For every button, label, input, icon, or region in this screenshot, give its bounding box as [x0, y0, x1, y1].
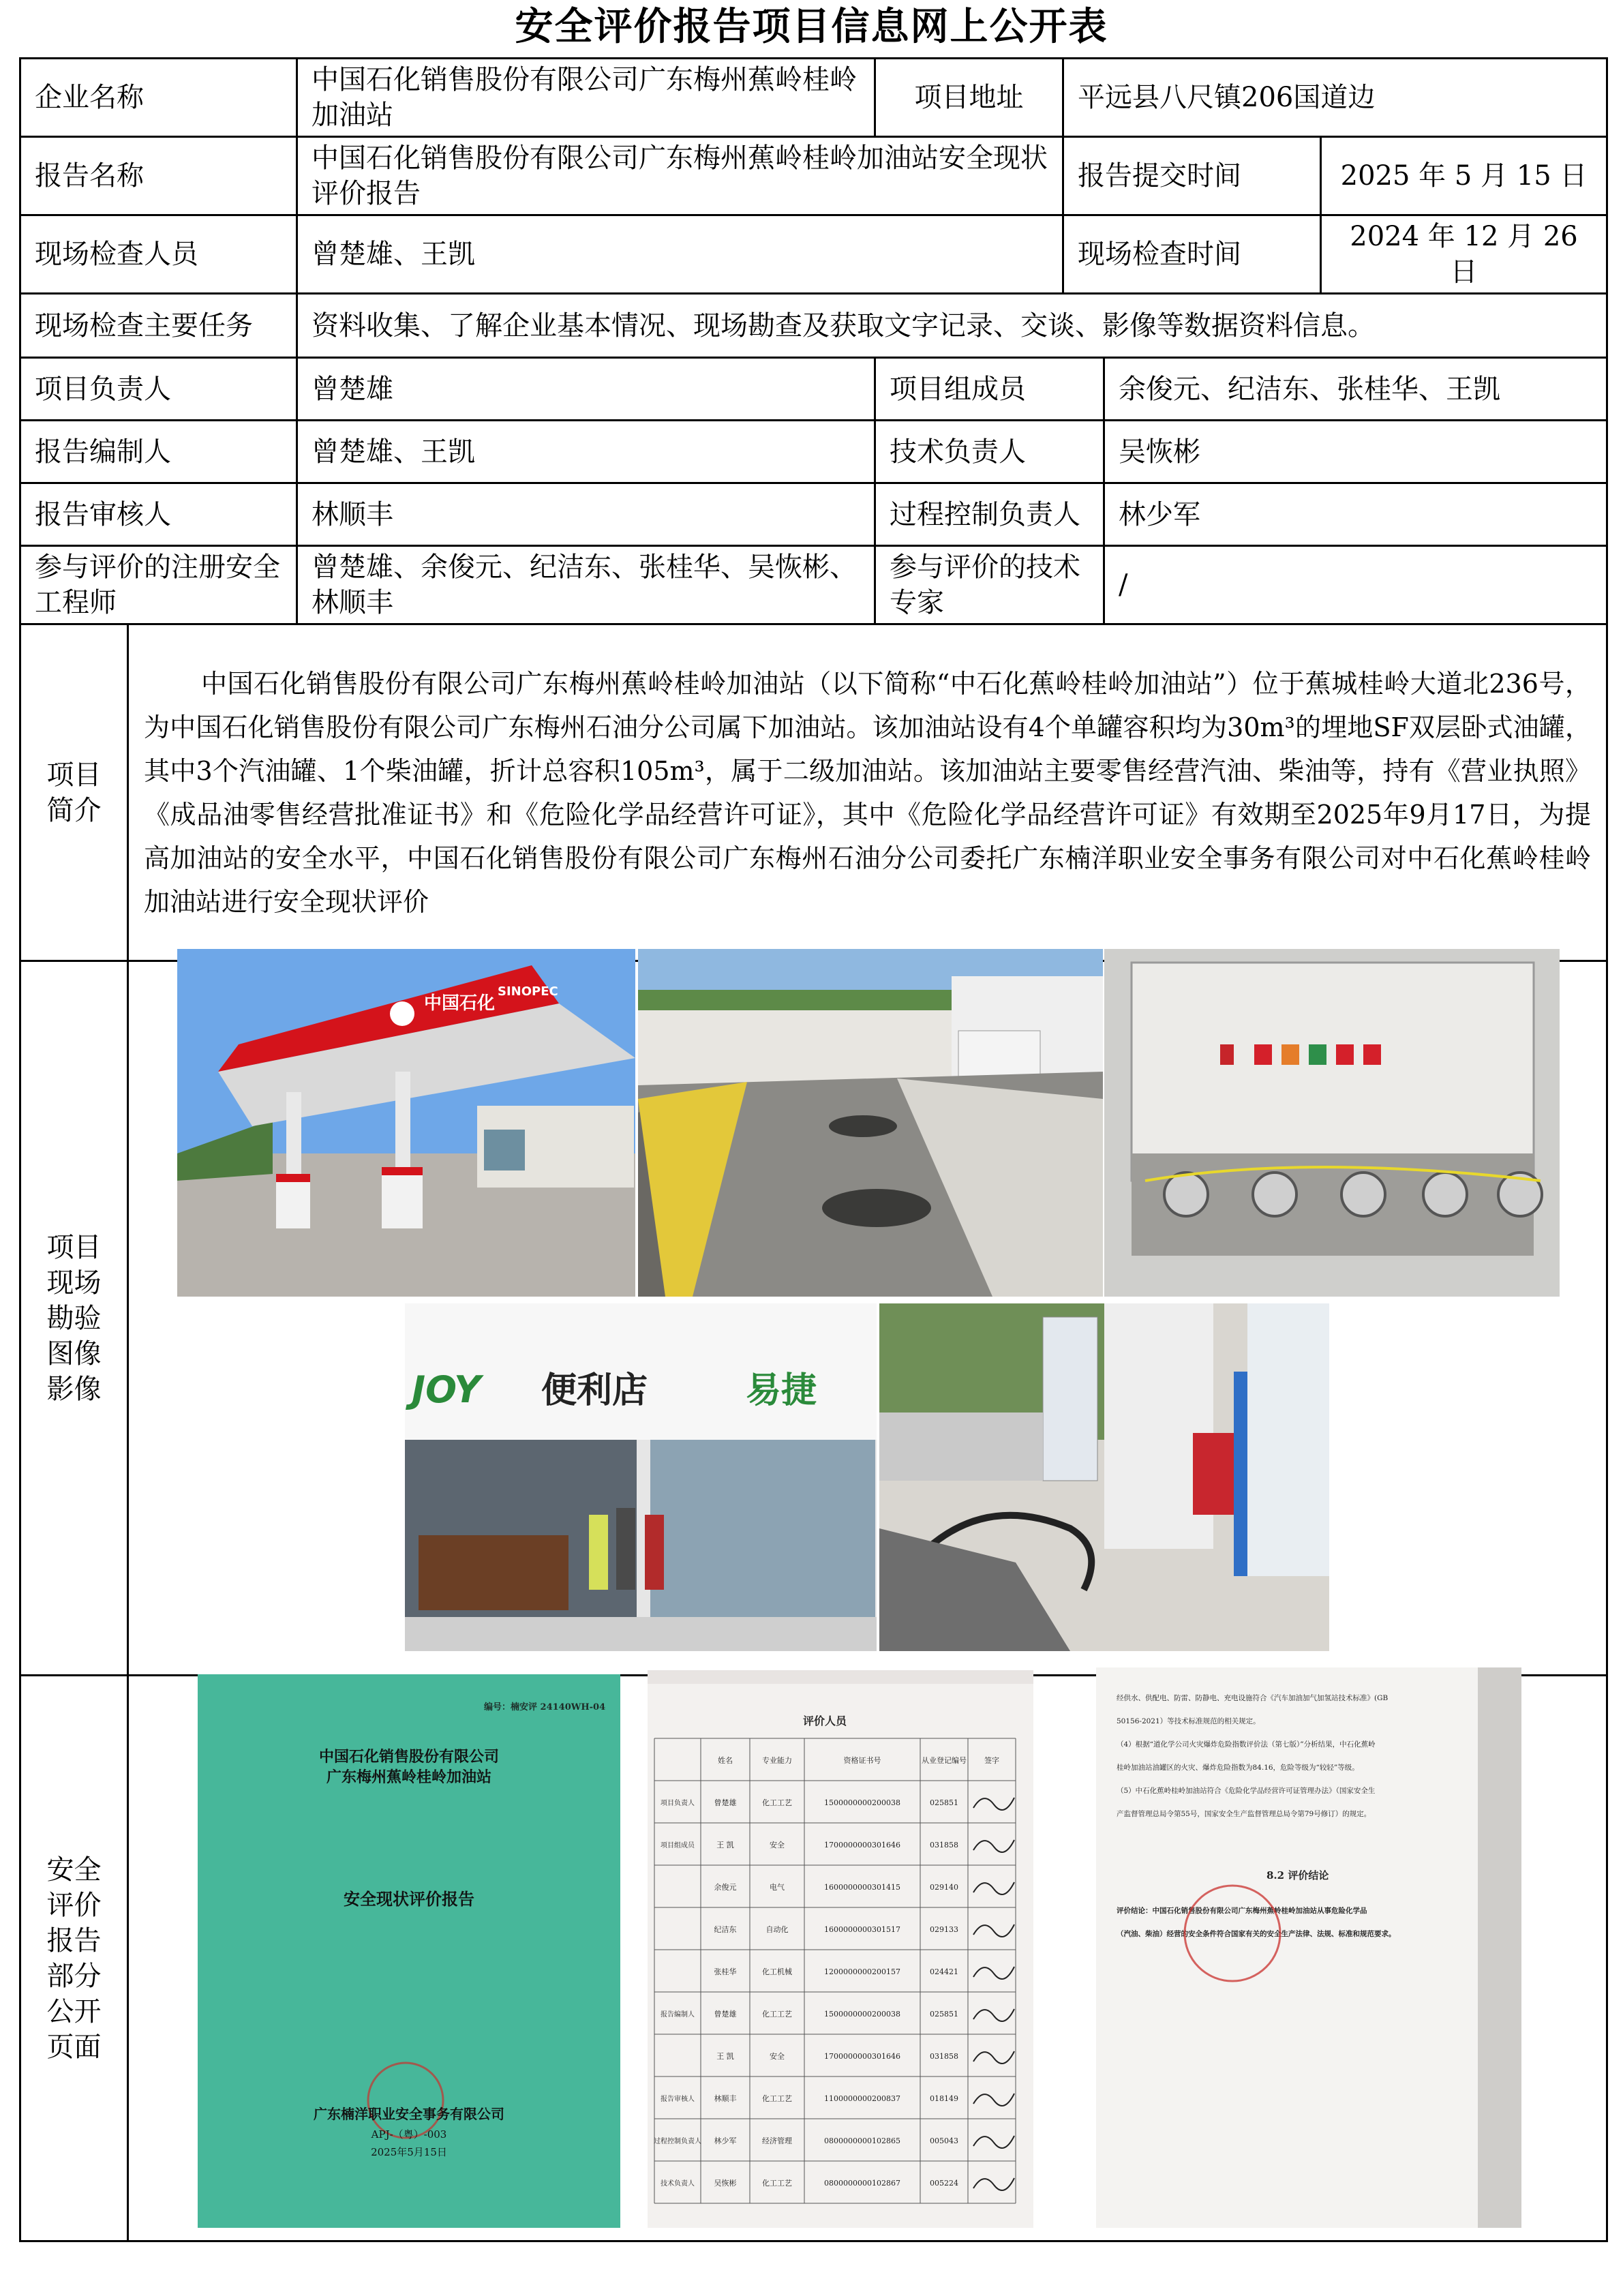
personnel-cell: 报告编制人 — [661, 2011, 695, 2019]
page-title: 安全评价报告项目信息网上公开表 — [515, 4, 1108, 49]
personnel-page — [648, 1670, 1033, 2228]
personnel-cell: 1200000000200157 — [824, 1967, 900, 1976]
personnel-cell: 031858 — [930, 1841, 958, 1849]
leader-label: 项目负责人 — [20, 358, 297, 421]
personnel-cell: 张桂华 — [714, 1967, 737, 1976]
personnel-cell: 报告审核人 — [661, 2096, 695, 2103]
tasks-label: 现场检查主要任务 — [20, 294, 297, 358]
conclusion-line: 桂岭加油站油罐区的火灾、爆炸危险指数为84.16，危险等级为“较轻”等级。 — [1117, 1764, 1359, 1772]
store-brand-joy: JOY — [412, 1368, 481, 1411]
submit-time-label: 报告提交时间 — [1063, 137, 1321, 215]
process-value: 林少军 — [1104, 483, 1607, 546]
cover-page — [198, 1674, 620, 2228]
personnel-cell: 029140 — [930, 1883, 958, 1892]
personnel-cell: 化工工艺 — [762, 2179, 792, 2188]
row-tasks — [20, 294, 1607, 358]
personnel-title: 评价人员 — [802, 1715, 847, 1727]
photo-charging-station — [879, 1303, 1329, 1651]
photos-label-text: 项目现场勘验图像影像 — [46, 1231, 102, 1405]
report-name-value: 中国石化销售股份有限公司广东梅州蕉岭桂岭加油站安全现状评价报告 — [297, 137, 1063, 215]
personnel-cell: 余俊元 — [714, 1883, 737, 1892]
personnel-header-cell: 资格证书号 — [843, 1756, 881, 1765]
members-value: 余俊元、纪洁东、张桂华、王凯 — [1104, 358, 1607, 421]
personnel-cell: 1700000000301646 — [824, 2052, 900, 2061]
address-label: 项目地址 — [875, 59, 1063, 137]
personnel-cell: 0800000000102865 — [824, 2136, 900, 2145]
company-value: 中国石化销售股份有限公司广东梅州蕉岭桂岭加油站 — [297, 59, 875, 137]
conclusion-line: 评价结论：中国石化销售股份有限公司广东梅州蕉岭桂岭加油站从事危险化学品 — [1117, 1907, 1367, 1915]
conclusion-page — [1096, 1667, 1521, 2228]
personnel-cell: 林顺丰 — [714, 2094, 737, 2103]
intro-label — [20, 624, 128, 961]
personnel-cell: 031858 — [930, 2052, 958, 2061]
tasks-value: 资料收集、了解企业基本情况、现场勘查及获取文字记录、交谈、影像等数据资料信息。 — [297, 294, 1607, 358]
personnel-cell: 电气 — [770, 1883, 785, 1892]
compiler-value: 曾楚雄、王凯 — [297, 421, 875, 483]
personnel-cell: 024421 — [930, 1967, 958, 1976]
tech-value: 吴恢彬 — [1104, 421, 1607, 483]
personnel-cell: 项目负责人 — [661, 1800, 695, 1807]
personnel-cell: 曾楚雄 — [714, 2010, 737, 2019]
personnel-cell: 化工工艺 — [762, 2094, 792, 2103]
row-inspectors — [20, 215, 1607, 294]
personnel-cell: 曾楚雄 — [714, 1798, 737, 1807]
personnel-cell: 自动化 — [765, 1925, 789, 1934]
pages-label — [20, 1676, 128, 2241]
personnel-header-cell: 签字 — [984, 1756, 999, 1765]
personnel-cell: 1100000000200837 — [824, 2094, 900, 2103]
personnel-cell: 化工机械 — [762, 1967, 792, 1976]
conclusion-line: 经供水、供配电、防雷、防静电、充电设施符合《汽车加油加气加氢站技术标准》(GB — [1117, 1694, 1389, 1702]
experts-value: / — [1104, 546, 1607, 624]
personnel-cell: 0800000000102867 — [824, 2179, 900, 2188]
intro-label-text: 项目简介 — [46, 759, 102, 826]
row-reviewer — [20, 483, 1607, 546]
personnel-cell: 005043 — [930, 2136, 958, 2145]
inspectors-label: 现场检查人员 — [20, 215, 297, 294]
inspect-time-label: 现场检查时间 — [1063, 215, 1321, 294]
personnel-cell: 技术负责人 — [661, 2180, 695, 2188]
photo-valve-box — [1104, 949, 1560, 1297]
photos-label — [20, 961, 128, 1676]
personnel-cell: 025851 — [930, 2010, 958, 2019]
canopy-brand-text: 中国石化 — [424, 993, 496, 1014]
row-intro — [20, 624, 1607, 961]
reviewer-label: 报告审核人 — [20, 483, 297, 546]
cover-date: 2025年5月15日 — [371, 2146, 447, 2158]
personnel-cell: 1500000000200038 — [824, 2010, 900, 2019]
personnel-cell: 1600000000301517 — [824, 1925, 900, 1934]
personnel-cell: 王 凯 — [716, 1841, 734, 1849]
cover-cert: APJ-（粤）-003 — [371, 2128, 447, 2141]
canopy-brand-en-text: SINOPEC — [498, 984, 558, 999]
conclusion-line: 产监督管理总局令第55号，国家安全生产监督管理总局令第79号修订）的规定。 — [1117, 1810, 1371, 1818]
personnel-cell: 1600000000301415 — [824, 1883, 900, 1892]
personnel-header-cell: 姓名 — [718, 1756, 733, 1765]
company-label: 企业名称 — [20, 59, 297, 137]
intro-text: 中国石化销售股份有限公司广东梅州蕉岭桂岭加油站（以下简称“中石化蕉岭桂岭加油站”）位于蕉城桂岭大道北236号，为中国石化销售股份有限公司广东梅州石油分公司属下加油站。该加油站设有4个单罐容积均为30m³的埋地SF双层卧式油罐，其中3个汽油罐、1个柴油罐，折计总容积105m³，属于二级加油站。该加油站主要零售经营汽油、柴油等，持有《营业执照》《成品油零售经营批准证书》和《危险化学品经营许可证》，其中《危险化学品经营许可证》有效期至2025年9月17日，为提高加油站的安全水平，中国石化销售股份有限公司广东梅州石油分公司委托广东楠洋职业安全事务有限公司对中石化蕉岭桂岭加油站进行安全现状评价 — [128, 624, 1607, 961]
process-label: 过程控制负责人 — [875, 483, 1104, 546]
personnel-cell: 1700000000301646 — [824, 1841, 900, 1849]
personnel-cell: 029133 — [930, 1925, 958, 1934]
cover-docno: 编号：楠安评 24140WH-04 — [484, 1702, 606, 1712]
personnel-cell: 化工工艺 — [762, 1798, 792, 1807]
personnel-cell: 安全 — [770, 1841, 785, 1849]
personnel-header-cell: 专业能力 — [762, 1756, 792, 1765]
inspectors-value: 曾楚雄、王凯 — [297, 215, 1063, 294]
personnel-cell: 经济管理 — [762, 2136, 792, 2145]
personnel-cell: 018149 — [930, 2094, 958, 2103]
leader-value: 曾楚雄 — [297, 358, 875, 421]
personnel-header-cell: 从业登记编号 — [922, 1756, 967, 1765]
experts-label: 参与评价的技术专家 — [875, 546, 1104, 624]
personnel-cell: 纪洁东 — [714, 1925, 737, 1934]
members-label: 项目组成员 — [875, 358, 1104, 421]
personnel-cell: 过程控制负责人 — [654, 2138, 701, 2145]
conclusion-line: 50156-2021）等技术标准规范的相关规定。 — [1117, 1717, 1260, 1725]
cover-report-type: 安全现状评价报告 — [344, 1889, 474, 1909]
row-leader — [20, 358, 1607, 421]
personnel-cell: 林少军 — [714, 2136, 737, 2145]
photo-station-canopy — [177, 949, 635, 1297]
store-brand-shop: 便利店 — [541, 1370, 648, 1411]
inspect-time-value: 2024 年 12 月 26 日 — [1321, 215, 1607, 294]
personnel-cell: 化工工艺 — [762, 2010, 792, 2019]
compiler-label: 报告编制人 — [20, 421, 297, 483]
submit-time-value: 2025 年 5 月 15 日 — [1321, 137, 1607, 215]
row-compiler — [20, 421, 1607, 483]
conclusion-line: （汽油、柴油）经营的安全条件符合国家有关的安全生产法律、法规、标准和规范要求。 — [1117, 1930, 1396, 1938]
personnel-cell: 005224 — [930, 2179, 958, 2188]
cover-company2: 广东梅州蕉岭桂岭加油站 — [326, 1768, 492, 1786]
personnel-cell: 王 凯 — [716, 2052, 734, 2061]
row-engineers — [20, 546, 1607, 624]
pages-label-text: 安全评价报告部分公开页面 — [46, 1854, 102, 2063]
photo-convenience-store — [405, 1303, 877, 1651]
reviewer-value: 林顺丰 — [297, 483, 875, 546]
personnel-cell: 项目组成员 — [661, 1842, 695, 1849]
personnel-cell: 吴恢彬 — [714, 2179, 737, 2188]
engineers-label: 参与评价的注册安全工程师 — [20, 546, 297, 624]
conclusion-line: （4）根据“道化学公司火灾爆炸危险指数评价法（第七版）”分析结果，中石化蕉岭 — [1117, 1740, 1376, 1749]
conclusion-heading: 8.2 评价结论 — [1266, 1869, 1329, 1882]
personnel-cell: 安全 — [770, 2052, 785, 2061]
tech-label: 技术负责人 — [875, 421, 1104, 483]
personnel-cell: 1500000000200038 — [824, 1798, 900, 1807]
report-name-label: 报告名称 — [20, 137, 297, 215]
personnel-cell: 025851 — [930, 1798, 958, 1807]
address-value: 平远县八尺镇206国道边 — [1063, 59, 1607, 137]
engineers-value: 曾楚雄、余俊元、纪洁东、张桂华、吴恢彬、林顺丰 — [297, 546, 875, 624]
row-report — [20, 137, 1607, 215]
row-company — [20, 59, 1607, 137]
cover-company1: 中国石化销售股份有限公司 — [318, 1748, 500, 1766]
cover-agency: 广东楠洋职业安全事务有限公司 — [314, 2106, 504, 2122]
store-brand-yijie: 易捷 — [746, 1370, 817, 1411]
photo-tank-area — [638, 949, 1103, 1297]
conclusion-line: （5）中石化蕉岭桂岭加油站符合《危险化学品经营许可证管理办法》（国家安全生 — [1117, 1787, 1376, 1795]
